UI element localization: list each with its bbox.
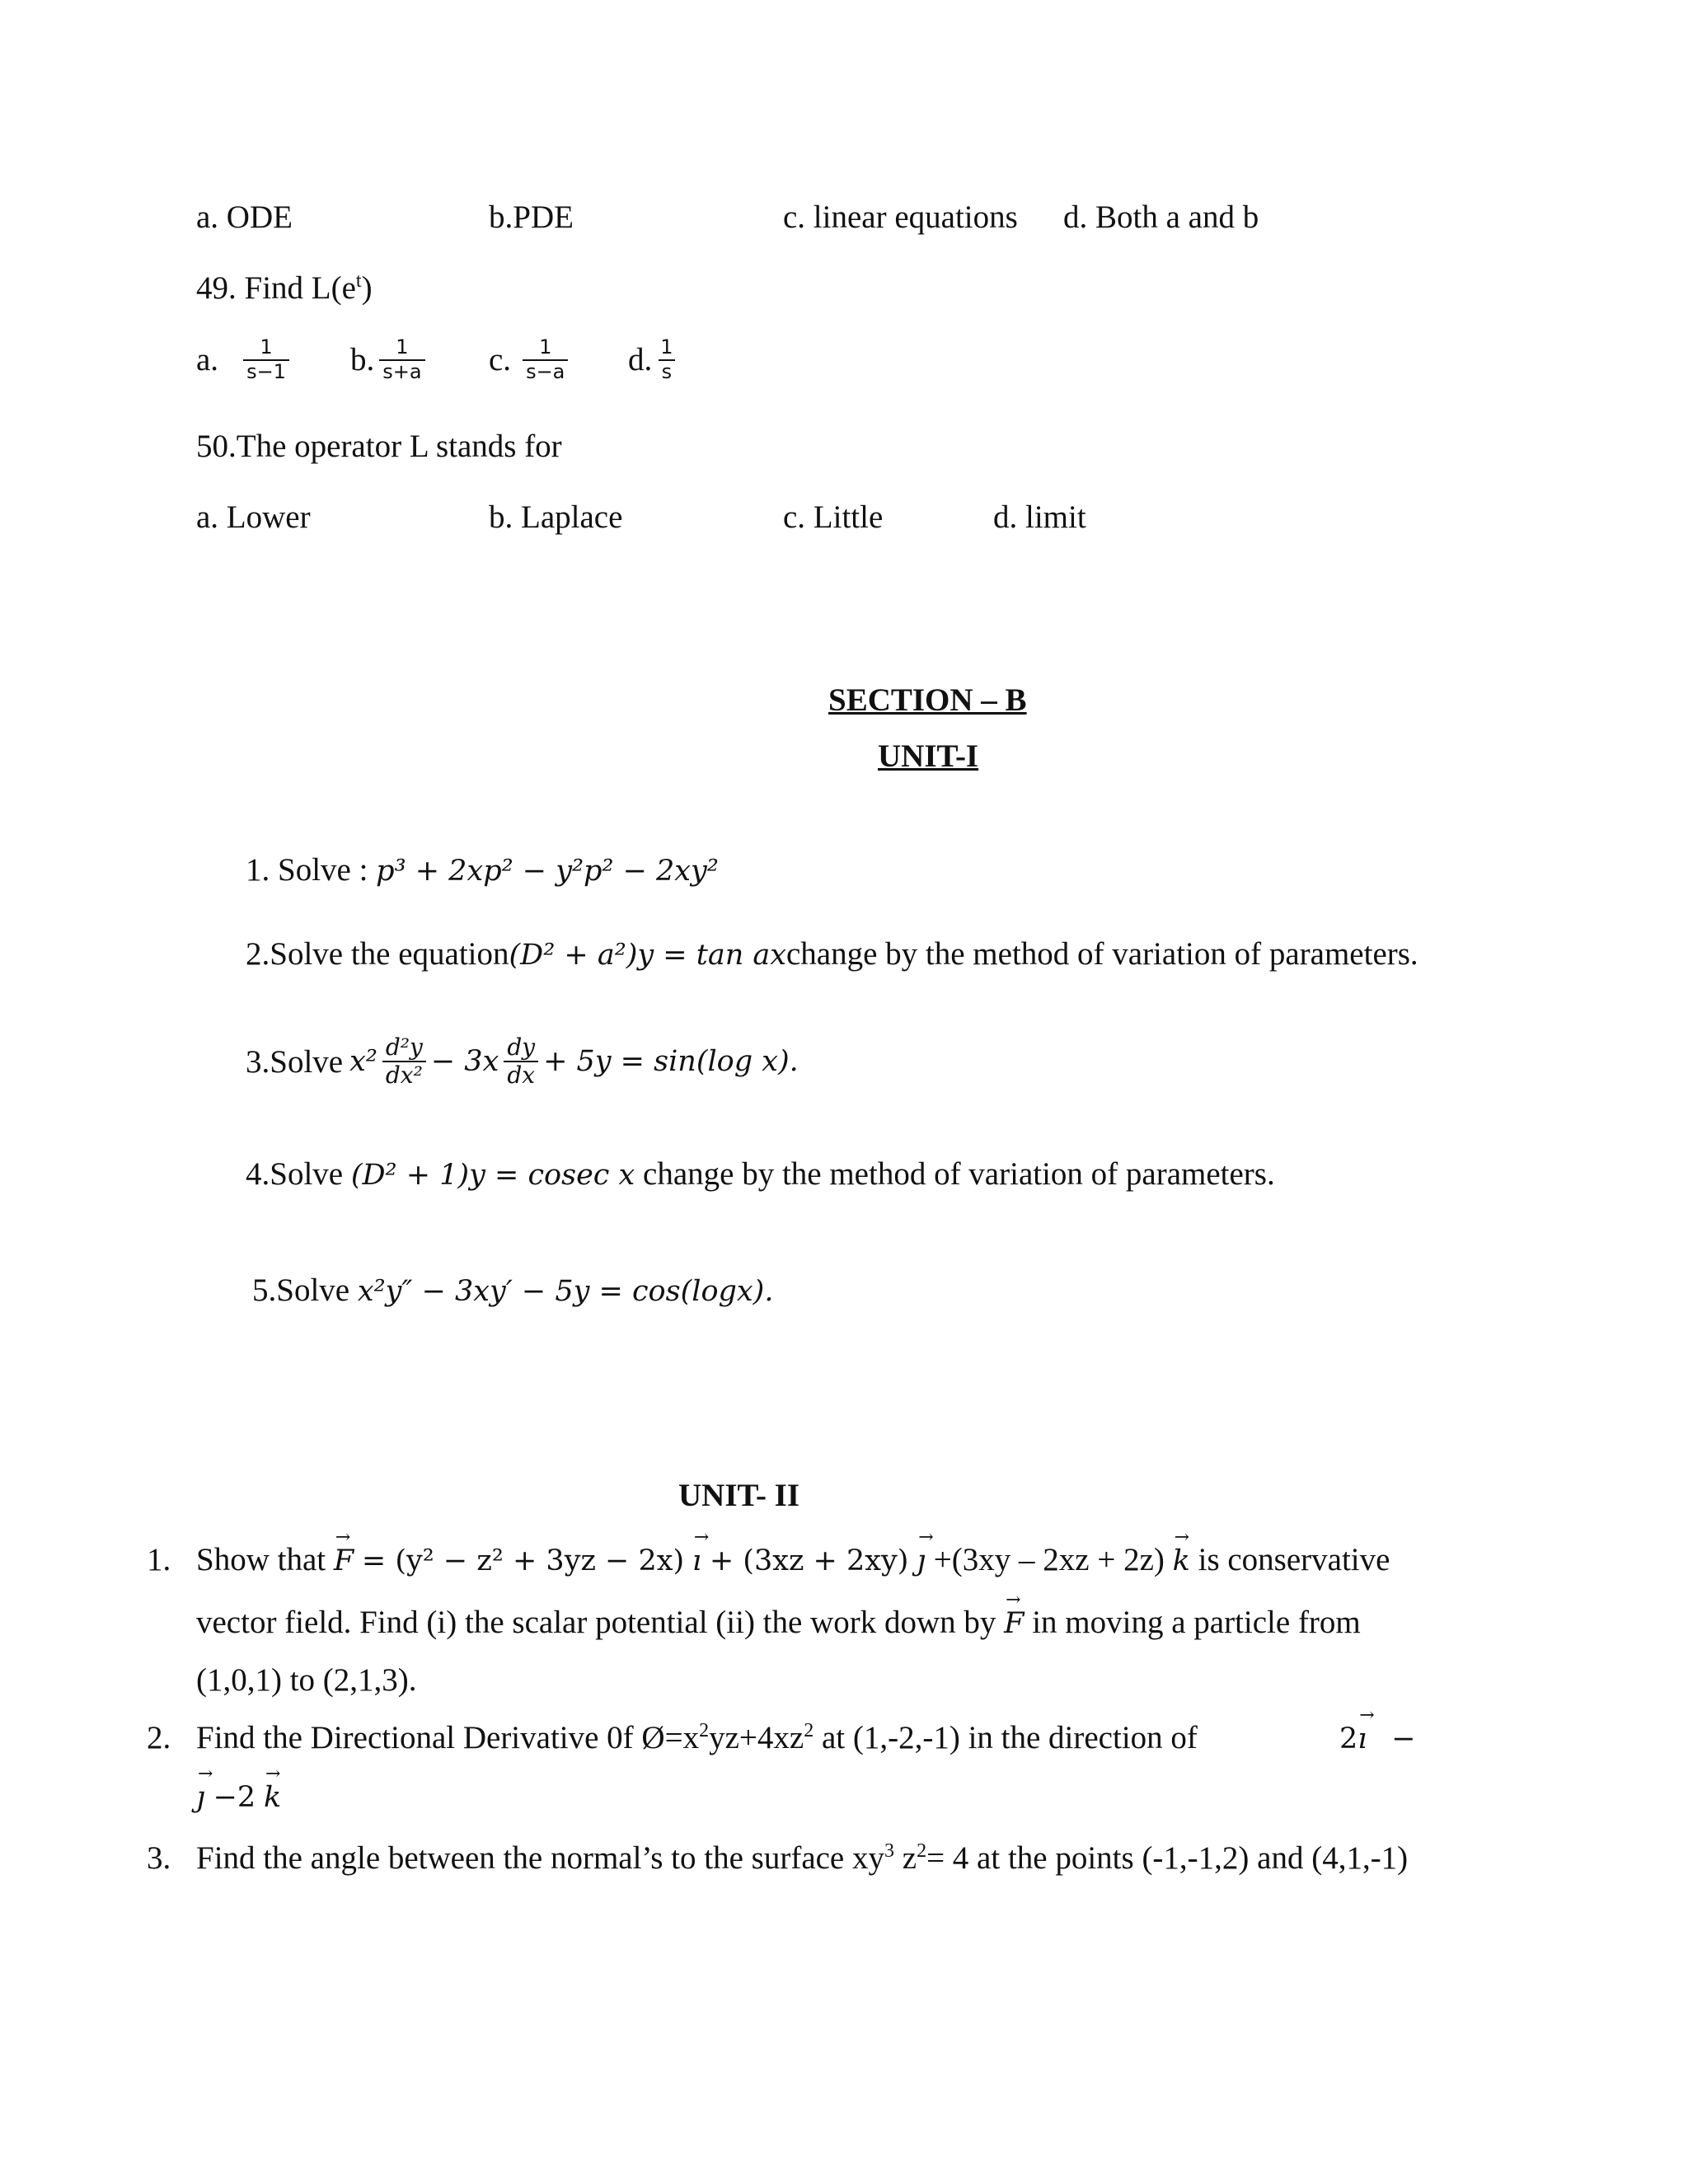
vector-f-symbol: → F	[334, 1547, 354, 1576]
question-math: = (y² − z² + 3yz − 2x)	[361, 1544, 685, 1577]
question-text: change by the method of variation of parameters.	[643, 1156, 1275, 1192]
unit1-question-2	[246, 938, 1418, 970]
q50-option-d: d. limit	[993, 499, 1086, 535]
question-text: Find the angle between the normal’s to the surface xy	[196, 1840, 884, 1876]
question-label: 3.Solve	[246, 1043, 344, 1080]
section-b-title: SECTION – B	[828, 682, 1027, 718]
question-text-3: at (1,-2,-1) in the direction of	[821, 1720, 1198, 1755]
fraction-numerator: 1	[660, 335, 673, 359]
question-label: 1. Solve :	[246, 852, 368, 888]
question-text-2: change by the method of variation of parameters.	[785, 936, 1418, 972]
question-text-end: is conservative	[1198, 1542, 1390, 1577]
unit-vector-k: → k	[1173, 1547, 1190, 1576]
question-math: (D² + a²)y = tan ax	[509, 939, 786, 972]
unit2-question-1-number: 1.	[147, 1542, 171, 1577]
q49-option-a	[196, 336, 294, 383]
fraction-denominator: dx	[504, 1061, 538, 1089]
unit1-question-5	[252, 1274, 773, 1306]
question-text-2: z	[902, 1840, 917, 1876]
unit1-question-3	[246, 1034, 799, 1089]
q49-option-c-label: c.	[489, 342, 512, 378]
q50-option-c: c. Little	[783, 499, 884, 535]
question-text: vector field. Find (i) the scalar potential (ii) the work down by	[196, 1605, 996, 1640]
question-math: x²y″ − 3xy′ − 5y = cos(logx).	[357, 1275, 774, 1308]
unit-vector-i: → ı	[692, 1547, 701, 1576]
fraction-denominator: s	[659, 359, 676, 384]
q49-option-a-fraction	[243, 336, 289, 383]
fraction-numerator: dy	[507, 1033, 536, 1061]
unit1-question-1	[246, 854, 719, 886]
unit-vector-i: → ı	[1357, 1725, 1367, 1754]
fraction-numerator: d²y	[385, 1033, 423, 1061]
question-text-3: = 4 at the points (-1,-1,2) and (4,1,-1)	[926, 1840, 1409, 1876]
question-math: p³ + 2xp² − y²p² − 2xy²	[376, 855, 719, 888]
q49-question-sup: t	[355, 270, 362, 292]
q48-option-c: c. linear equations	[783, 199, 1018, 235]
question-text: Find the Directional Derivative 0f Ø=x	[196, 1720, 700, 1755]
question-math-mid: + (3xz + 2xy)	[709, 1544, 909, 1577]
fraction-numerator: 1	[539, 335, 552, 359]
unit2-question-3-line-1	[196, 1842, 1408, 1874]
unit-vector-j: → ȷ	[917, 1547, 926, 1576]
question-math: (D² + 1)y = cosec x	[350, 1159, 635, 1192]
unit2-question-2-number: 2.	[147, 1720, 171, 1755]
unit-1-title: UNIT-I	[878, 738, 979, 774]
q48-option-a: a. ODE	[196, 199, 293, 235]
q49-question-end: )	[361, 270, 373, 306]
question-math: −2	[213, 1781, 256, 1814]
q49-question	[196, 272, 373, 304]
fraction-denominator: dx²	[382, 1061, 426, 1089]
superscript: 2	[804, 1720, 814, 1741]
unit2-question-1-line-1	[196, 1544, 1390, 1576]
question-text-2: in moving a particle from	[1032, 1605, 1361, 1640]
q48-option-b: b.PDE	[489, 199, 574, 235]
superscript: 3	[884, 1840, 894, 1862]
question-math: 2	[1339, 1722, 1358, 1755]
unit2-question-3-number: 3.	[147, 1840, 171, 1876]
q49-option-d-fraction	[657, 336, 676, 383]
question-text-2: yz+4xz	[709, 1720, 804, 1755]
q49-option-b	[350, 336, 430, 383]
q49-option-b-label: b.	[350, 342, 375, 378]
unit1-question-4	[246, 1158, 1275, 1190]
q49-option-b-fraction	[379, 336, 424, 383]
unit-2-title: UNIT- II	[678, 1478, 800, 1513]
q49-option-c	[489, 336, 573, 383]
unit2-question-2-direction-start	[1339, 1722, 1416, 1754]
unit2-question-1-line-3: (1,0,1) to (2,1,3).	[196, 1662, 417, 1698]
question-label: 4.Solve	[246, 1156, 344, 1192]
question-text: Show that	[196, 1542, 326, 1577]
question-fraction-2	[504, 1034, 538, 1089]
superscript: 2	[917, 1840, 927, 1862]
fraction-denominator: s−1	[243, 359, 289, 384]
question-math-mid-2: +(3xy – 2xz + 2z)	[933, 1542, 1165, 1577]
q49-option-c-fraction	[523, 336, 568, 383]
question-math-mid: − 3x	[430, 1044, 499, 1078]
unit2-question-1-line-2	[196, 1606, 1361, 1638]
question-text: 2.Solve the equation	[246, 936, 509, 972]
fraction-numerator: 1	[260, 335, 273, 359]
unit-vector-j: → ȷ	[196, 1783, 205, 1812]
vector-f-symbol: → F	[1004, 1610, 1024, 1638]
unit2-question-2-line-1	[196, 1722, 1198, 1754]
fraction-numerator: 1	[396, 335, 409, 359]
q48-option-d: d. Both a and b	[1063, 199, 1259, 235]
q49-question-text: 49. Find L(e	[196, 270, 356, 306]
superscript: 2	[699, 1720, 710, 1741]
q49-option-a-label: a.	[196, 342, 219, 378]
minus-sign: −	[1391, 1722, 1416, 1755]
q50-option-b: b. Laplace	[489, 499, 623, 535]
question-math-end: + 5y = sin(log x).	[543, 1044, 799, 1078]
q50-question: 50.The operator L stands for	[196, 429, 562, 464]
unit2-question-2-line-2	[196, 1780, 281, 1812]
question-label: 5.Solve	[252, 1272, 350, 1308]
unit-vector-k: → k	[264, 1783, 281, 1812]
q49-option-d-label: d.	[628, 342, 653, 378]
question-math-x2: x²	[349, 1044, 377, 1078]
fraction-denominator: s+a	[379, 359, 424, 384]
q49-option-d	[628, 336, 682, 383]
q50-option-a: a. Lower	[196, 499, 311, 535]
question-fraction-1	[382, 1034, 426, 1089]
fraction-denominator: s−a	[523, 359, 568, 384]
